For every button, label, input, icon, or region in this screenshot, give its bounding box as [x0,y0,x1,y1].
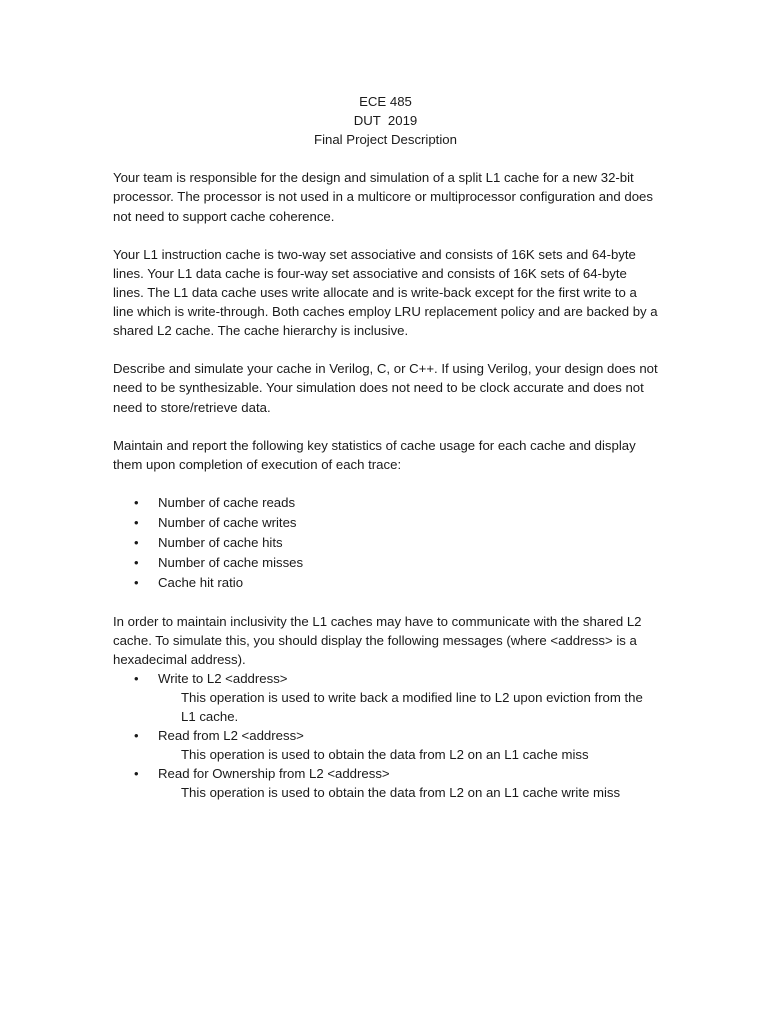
message-label: Read from L2 <address> [158,728,304,744]
list-item [113,553,658,573]
message-description: This operation is used to write back a modified line to L2 upon eviction from the L1 cache. [181,689,643,725]
simulate-paragraph: Describe and simulate your cache in Verilog, C, or C++. If using Verilog, your design does not need to be synthesizable. Your simulation does not need to be clock accurate and does not need to store/retrieve data. [113,361,658,415]
bullet-icon: • [134,574,139,590]
term: DUT 2019 [353,113,418,129]
message-description: This operation is used to obtain the data from L2 on an L1 cache miss [181,747,589,763]
bullet-icon: • [134,534,139,550]
message-description: This operation is used to obtain the data from L2 on an L1 cache write miss [181,785,621,801]
course-number: ECE 485 [359,94,412,109]
bullet-icon: • [134,766,139,782]
list-item [113,493,658,513]
document-page [113,92,658,803]
list-item-text: Number of cache hits [158,534,283,550]
document-header [113,92,658,149]
statistics-list [113,493,658,593]
message-label: Read for Ownership from L2 <address> [158,766,390,782]
list-item [113,513,658,533]
list-item-text: Number of cache misses [158,554,304,570]
bullet-icon: • [134,728,139,744]
list-item [113,533,658,553]
statistics-paragraph: Maintain and report the following key statistics of cache usage for each cache and display them upon completion of execution of each trace: [113,437,636,472]
messages-list [113,669,658,803]
bullet-icon: • [134,514,139,530]
document-title: Final Project Description [314,132,457,148]
spacer [113,149,658,168]
list-item-text: Cache hit ratio [158,574,244,590]
spec-paragraph: Your L1 instruction cache is two-way set associative and consists of 16K sets and 64-byte lines. Your L1 data cache is four-way set associative and consists of 16K sets of 64-byte lines. The L1 data cache uses write allocate and is write-back except for the first write to a line which is write-through. Both caches employ LRU replacement policy and are backed by a shared L2 cache. The cache hierarchy is inclusive. [113,246,658,339]
list-item-text: Number of cache writes [158,514,297,530]
inclusivity-paragraph: In order to maintain inclusivity the L1 caches may have to communicate with the shared L2 cache. To simulate this, you should display the following messages (where <address> is a hexadecimal address). [113,613,642,667]
message-item [113,726,658,764]
list-item-text: Number of cache reads [158,494,296,510]
message-item [113,669,658,726]
intro-paragraph: Your team is responsible for the design and simulation of a split L1 cache for a new 32-bit processor. The processor is not used in a multicore or multiprocessor configuration and does not need to support cache coherence. [113,170,653,224]
message-item [113,764,658,802]
message-label: Write to L2 <address> [158,670,288,686]
bullet-icon: • [134,554,139,570]
list-item [113,573,658,593]
bullet-icon: • [134,670,139,686]
bullet-icon: • [134,494,139,510]
